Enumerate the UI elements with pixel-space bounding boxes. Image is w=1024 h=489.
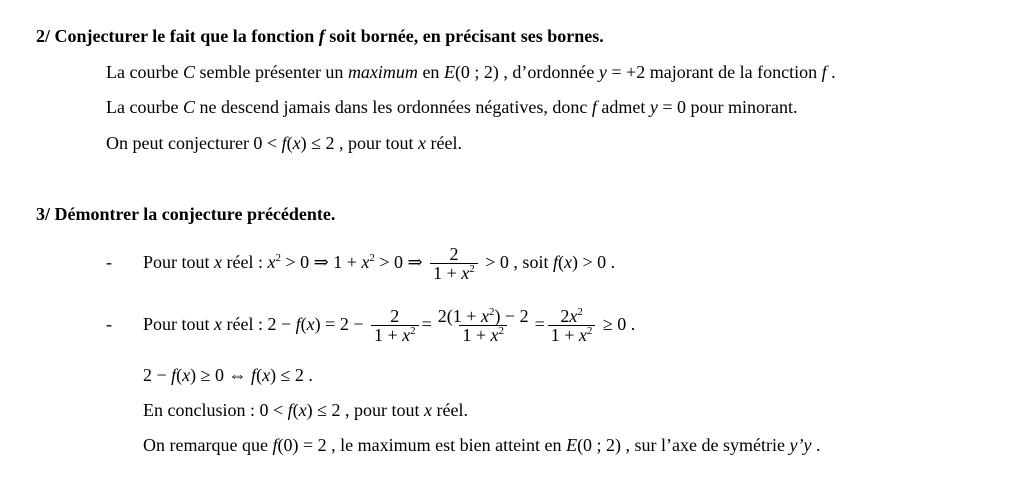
section-3-title: 3/ Démontrer la conjecture précédente.	[36, 204, 336, 224]
fraction-2-over-1-plus-x2: $\frac{2}{1 + x^2}$	[430, 245, 478, 282]
proof-step-positive: Pour tout x réel : $x^2 > 0$ ⇒ $1 + x^2 > 0$ ⇒ $\frac{2}{1 + x^2}$ > 0 , soit f(x) > 0 .	[143, 244, 616, 284]
section-2-title: 2/ Conjecturer le fait que la fonction f soit bornée, en précisant ses bornes.	[36, 26, 604, 46]
remark-line: On remarque que f(0) = 2 , le maximum est bien atteint en E(0 ; 2) , sur l’axe de symétrie y’y .	[143, 435, 821, 455]
bullet-dash: -	[106, 252, 112, 272]
fraction-expanded: $\frac{2(1 + x^2) - 2}{1 + x^2}$	[437, 306, 529, 346]
bullet-dash: -	[106, 314, 112, 334]
conclusion-line: En conclusion : 0 < f(x) ≤ 2 , pour tout x réel.	[143, 400, 469, 420]
fraction-2-over-1-plus-x2: $\frac{2}{1 + x^2}$	[371, 307, 419, 344]
s2-line-conjecture: On peut conjecturer 0 < f(x) ≤ 2 , pour tout x réel.	[106, 133, 462, 153]
equivalence-line: 2 − f(x) ≥ 0 ⇔ f(x) ≤ 2 .	[143, 365, 313, 385]
s2-line-minorant: La courbe C ne descend jamais dans les ordonnées négatives, donc f admet y = 0 pour minorant.	[106, 97, 798, 117]
fraction-2x2-over-1-plus-x2: $\frac{2x^2}{1 + x^2}$	[548, 307, 596, 344]
proof-step-difference: Pour tout x réel : 2 − f(x) = 2 − $\frac{2}{1 + x^2}$ = $\frac{2(1 + x^2) - 2}{1 + x^2}$ = $\frac{2x^2}{1 + x^2}$ ≥ 0 .	[143, 306, 636, 346]
s2-line-maximum: La courbe C semble présenter un maximum en E(0 ; 2) , d’ordonnée y = +2 majorant de la fonction f .	[106, 62, 836, 82]
